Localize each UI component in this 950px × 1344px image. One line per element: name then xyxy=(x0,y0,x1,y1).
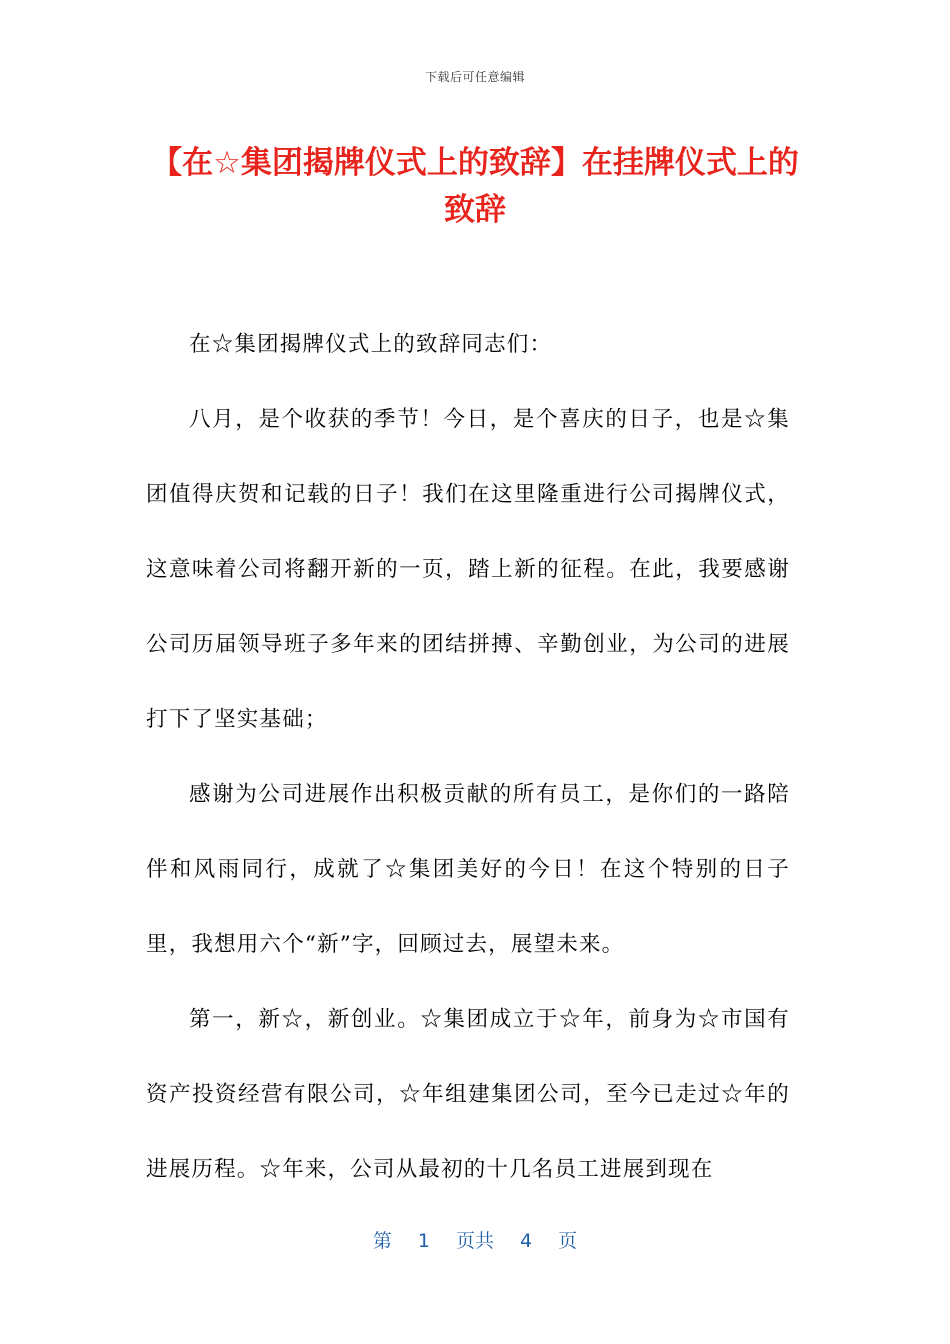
paragraph: 第一，新☆，新创业。☆集团成立于☆年，前身为☆市国有资产投资经营有限公司，☆年组建集团公司，至今已走过☆年的进展历程。☆年来，公司从最初的十几名员工进展到现在 xyxy=(146,1007,790,1182)
page-total: 4 xyxy=(520,1230,533,1252)
page-number: 1 xyxy=(417,1230,430,1252)
page-footer xyxy=(0,1226,950,1253)
page-middle: 页共 xyxy=(455,1230,494,1252)
page-suffix: 页 xyxy=(558,1230,578,1252)
document-title: 【在☆集团揭牌仪式上的致辞】在挂牌仪式上的致辞 xyxy=(151,145,799,228)
header-note: 下载后可任意编辑 xyxy=(424,70,525,84)
paragraph: 八月，是个收获的季节！今日，是个喜庆的日子，也是☆集团值得庆贺和记载的日子！我们在这里隆重进行公司揭牌仪式，这意味着公司将翻开新的一页，踏上新的征程。在此，我要感谢公司历届领导班子多年来的团结拼搏、辛勤创业，为公司的进展打下了坚实基础； xyxy=(146,407,790,732)
paragraph: 感谢为公司进展作出积极贡献的所有员工，是你们的一路陪伴和风雨同行，成就了☆集团美好的今日！在这个特别的日子里，我想用六个“新”字，回顾过去，展望未来。 xyxy=(146,782,790,957)
document-body xyxy=(146,307,790,1207)
paragraph: 在☆集团揭牌仪式上的致辞同志们： xyxy=(189,332,553,357)
page-prefix: 第 xyxy=(372,1230,392,1252)
